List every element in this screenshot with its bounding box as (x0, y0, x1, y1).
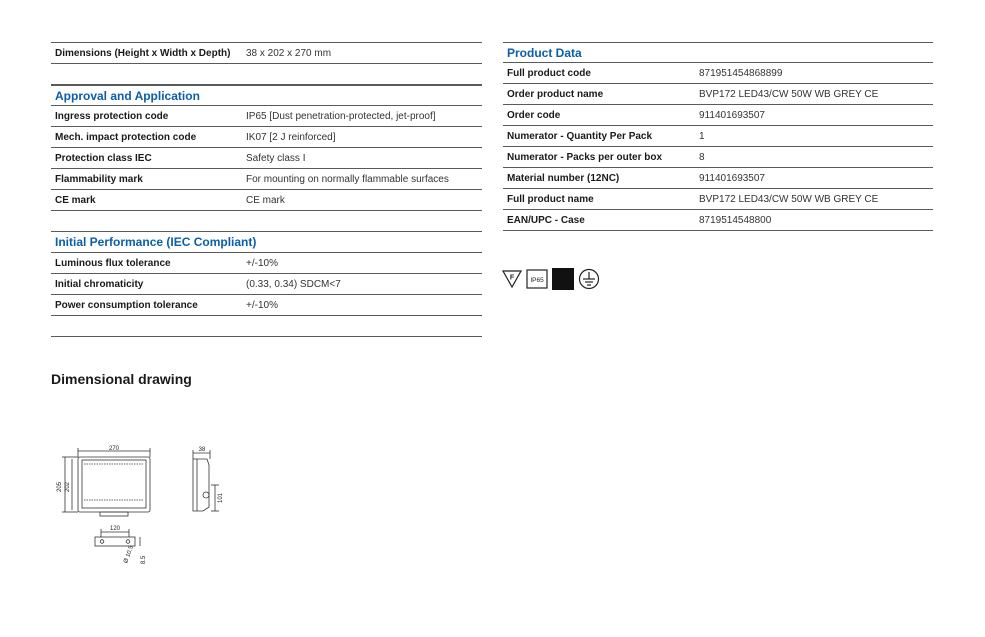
spec-row (51, 190, 482, 211)
section-title-approval: Approval and Application (51, 85, 482, 106)
spec-value: 8 (699, 151, 705, 163)
spec-row (503, 105, 933, 126)
f-mark-text: F (509, 274, 515, 282)
spec-label: Power consumption tolerance (55, 299, 198, 311)
spec-label: CE mark (55, 194, 96, 206)
spec-row (503, 84, 933, 105)
earth-ground-icon (578, 268, 600, 290)
spec-label: Order product name (507, 88, 604, 100)
spec-label: Dimensions (Height x Width x Depth) (55, 47, 231, 59)
dim-bracket-width: 120 (109, 526, 121, 532)
side-view (193, 450, 219, 511)
spec-value: 1 (699, 130, 705, 142)
black-square-icon (552, 268, 574, 290)
spec-label: Luminous flux tolerance (55, 257, 171, 269)
certification-icons (502, 268, 600, 290)
section-title-product-data: Product Data (503, 42, 933, 63)
dim-bracket-height: 8.5 (141, 555, 147, 565)
dim-front-height-inner: 202 (65, 481, 71, 493)
spec-value: Safety class I (246, 152, 306, 164)
spec-value: 911401693507 (699, 172, 765, 184)
spec-row (51, 274, 482, 295)
ip65-mark-text: IP65 (530, 277, 544, 284)
spec-value: 38 x 202 x 270 mm (246, 47, 332, 59)
spec-label: Order code (507, 109, 561, 121)
spec-value: +/-10% (246, 257, 278, 269)
spec-label: Protection class IEC (55, 152, 152, 164)
left-spec-column (51, 42, 482, 337)
spec-value: IP65 [Dust penetration-protected, jet-proof] (246, 110, 436, 122)
dim-bracket-hole: Ø 10.5 (123, 545, 135, 565)
right-spec-column (503, 42, 933, 231)
spacer-row (51, 64, 482, 85)
spec-value: 911401693507 (699, 109, 765, 121)
spec-row (51, 295, 482, 316)
spec-value: CE mark (246, 194, 285, 206)
spec-value: 8719514548800 (699, 214, 772, 226)
dim-front-width: 270 (108, 446, 120, 452)
spec-row (503, 147, 933, 168)
spec-row (503, 63, 933, 84)
dim-side-depth: 38 (198, 447, 206, 453)
spec-row-dimensions (51, 42, 482, 64)
spacer-row (51, 211, 482, 232)
spec-value: BVP172 LED43/CW 50W WB GREY CE (699, 88, 879, 100)
spec-label: Initial chromaticity (55, 278, 144, 290)
spec-row (503, 168, 933, 189)
spec-label: Numerator - Quantity Per Pack (507, 130, 653, 142)
spec-row (503, 210, 933, 231)
dimensional-drawing (55, 445, 235, 570)
spec-label: Full product name (507, 193, 594, 205)
dimensional-drawing-heading: Dimensional drawing (51, 371, 192, 387)
ip65-mark-icon (526, 269, 548, 289)
spec-row (51, 253, 482, 274)
spec-row (51, 127, 482, 148)
section-title-performance: Initial Performance (IEC Compliant) (51, 232, 482, 253)
spec-row (51, 169, 482, 190)
spec-label: Material number (12NC) (507, 172, 620, 184)
spec-value: BVP172 LED43/CW 50W WB GREY CE (699, 193, 879, 205)
spec-label: Full product code (507, 67, 591, 79)
spec-row (51, 148, 482, 169)
spec-value: IK07 [2 J reinforced] (246, 131, 336, 143)
spec-row (51, 106, 482, 127)
spec-label: Ingress protection code (55, 110, 169, 122)
spec-row (503, 126, 933, 147)
spec-label: Flammability mark (55, 173, 143, 185)
spacer-row (51, 316, 482, 337)
spec-label: Mech. impact protection code (55, 131, 197, 143)
spec-value: 871951454868899 (699, 67, 783, 79)
spec-label: EAN/UPC - Case (507, 214, 585, 226)
spec-value: +/-10% (246, 299, 278, 311)
spec-value: For mounting on normally flammable surfaces (246, 173, 449, 185)
spec-value: (0.33, 0.34) SDCM<7 (246, 278, 341, 290)
front-view (62, 448, 150, 516)
dim-side-height: 101 (218, 492, 224, 504)
dim-front-height-outer: 205 (57, 481, 63, 493)
f-mark-icon (502, 269, 522, 289)
spec-label: Numerator - Packs per outer box (507, 151, 663, 163)
spec-row (503, 189, 933, 210)
